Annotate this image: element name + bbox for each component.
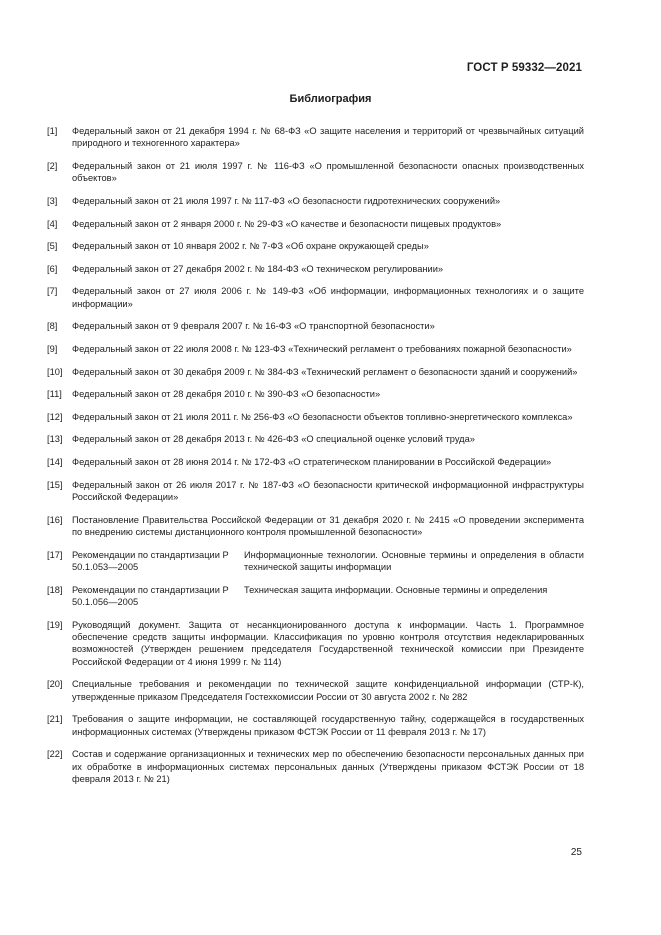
bibliography-item	[47, 218, 584, 230]
item-number: [19]	[47, 619, 63, 630]
item-standard-code: Рекомендации по стандартизации Р 50.1.053—2005	[72, 549, 229, 572]
bibliography-item	[47, 456, 584, 468]
item-text: Требования о защите информации, не составляющей государственную тайну, содержащейся в государственных информационных системах (Утверждены приказом ФСТЭК России от 11 февраля 2013 г. № 17)	[72, 714, 584, 737]
item-number: [16]	[47, 514, 63, 525]
item-number: [21]	[47, 714, 63, 725]
item-text: Постановление Правительства Российской Федерации от 31 декабря 2020 г. № 2415 «О проведении эксперимента по внедрению системы дистанционного контроля промышленной безопасности»	[72, 514, 584, 537]
bibliography-item	[47, 195, 584, 207]
item-number: [20]	[47, 679, 63, 690]
item-text: Состав и содержание организационных и технических мер по обеспечению безопасности персональных данных при их обработке в информационных системах персональных данных (Утверждены приказом ФСТЭК России от 18 февраля 2013 г. № 21)	[72, 749, 584, 785]
item-text: Информационные технологии. Основные термины и определения в области технической защиты информации	[244, 549, 584, 572]
item-text: Федеральный закон от 22 июля 2008 г. № 123-ФЗ «Технический регламент о требованиях пожарной безопасности»	[72, 343, 572, 354]
bibliography-item	[47, 433, 584, 445]
item-number: [15]	[47, 479, 63, 490]
item-number: [3]	[47, 196, 58, 206]
item-number: [6]	[47, 263, 58, 274]
bibliography-item	[47, 125, 584, 150]
bibliography-item	[47, 263, 584, 275]
item-text: Федеральный закон от 21 июля 1997 г. № 116-ФЗ «О промышленной безопасности опасных производственных объектов»	[72, 161, 584, 184]
item-text: Федеральный закон от 27 декабря 2002 г. № 184-ФЗ «О техническом регулировании»	[72, 263, 444, 274]
bibliography-item	[47, 514, 584, 539]
bibliography-item	[47, 343, 584, 355]
item-number: [10]	[47, 366, 63, 377]
bibliography-item	[47, 160, 584, 185]
item-number: [12]	[47, 411, 63, 422]
bibliography-item	[47, 411, 584, 423]
item-number: [17]	[47, 549, 63, 560]
bibliography-item	[47, 320, 584, 332]
bibliography-item	[47, 479, 584, 504]
item-text: Федеральный закон от 21 июля 2011 г. № 256-ФЗ «О безопасности объектов топливно-энергетического комплекса»	[72, 411, 573, 422]
item-number: [4]	[47, 218, 58, 229]
bibliography-item	[47, 549, 584, 574]
item-text: Федеральный закон от 26 июля 2017 г. № 187-ФЗ «О безопасности критической информационной инфраструктуры Российской Федерации»	[72, 479, 584, 502]
bibliography-item	[47, 388, 584, 400]
item-text: Федеральный закон от 28 декабря 2013 г. № 426-ФЗ «О специальной оценке условий труда»	[72, 434, 475, 445]
item-standard-code: Рекомендации по стандартизации Р 50.1.056—2005	[72, 584, 229, 607]
item-text: Техническая защита информации. Основные термины и определения	[244, 584, 548, 595]
bibliography-item	[47, 713, 584, 738]
item-number: [18]	[47, 584, 63, 595]
bibliography-item	[47, 748, 584, 785]
bibliography-list	[47, 125, 584, 796]
item-number: [8]	[47, 321, 58, 332]
item-number: [22]	[47, 749, 63, 760]
item-text: Федеральный закон от 28 июня 2014 г. № 172-ФЗ «О стратегическом планировании в Российской Федерации»	[72, 456, 552, 467]
item-number: [14]	[47, 456, 63, 467]
bibliography-item	[47, 240, 584, 252]
item-text: Федеральный закон от 10 января 2002 г. № 7-ФЗ «Об охране окружающей среды»	[72, 241, 429, 252]
item-text: Руководящий документ. Защита от несанкционированного доступа к информации. Часть 1. Программное обеспечение средств защиты информации. Классификация по уровню контроля отсутствия недекларированных возможностей (Утвержден решением председателя Государственной технической комиссии при Президенте Российской Федерации от 4 июня 1999 г. № 114)	[72, 619, 584, 667]
item-text: Федеральный закон от 28 декабря 2010 г. № 390-ФЗ «О безопасности»	[72, 389, 381, 400]
bibliography-item	[47, 366, 584, 378]
item-number: [11]	[47, 389, 62, 400]
item-number: [7]	[47, 286, 58, 297]
bibliography-item	[47, 584, 584, 609]
item-text: Федеральный закон от 2 января 2000 г. № 29-ФЗ «О качестве и безопасности пищевых продуктов»	[72, 218, 502, 229]
bibliography-item	[47, 678, 584, 703]
item-number: [2]	[47, 161, 58, 171]
item-two-column	[72, 584, 584, 609]
item-text: Федеральный закон от 9 февраля 2007 г. № 16-ФЗ «О транспортной безопасности»	[72, 321, 435, 332]
section-heading: Библиография	[289, 93, 372, 105]
item-text: Федеральный закон от 21 декабря 1994 г. № 68-ФЗ «О защите населения и территорий от чрезвычайных ситуаций природного и техногенного характера»	[72, 126, 584, 149]
bibliography-item	[47, 285, 584, 310]
item-text: Специальные требования и рекомендации по технической защите конфиденциальной информации (СТР-К), утвержденные приказом Председателя Гостехкомиссии России от 30 августа 2002 г. № 282	[72, 679, 584, 702]
item-text: Федеральный закон от 27 июля 2006 г. № 149-ФЗ «Об информации, информационных технологиях и о защите информации»	[72, 286, 584, 309]
item-number: [1]	[47, 126, 58, 136]
item-text: Федеральный закон от 30 декабря 2009 г. № 384-ФЗ «Технический регламент о безопасности зданий и сооружений»	[72, 366, 578, 377]
item-text: Федеральный закон от 21 июля 1997 г. № 117-ФЗ «О безопасности гидротехнических сооружений»	[72, 196, 501, 206]
item-number: [13]	[47, 434, 63, 445]
item-two-column	[72, 549, 584, 574]
item-number: [9]	[47, 343, 58, 354]
bibliography-item	[47, 619, 584, 669]
item-number: [5]	[47, 241, 58, 252]
document-code: ГОСТ Р 59332—2021	[466, 62, 582, 74]
page-number: 25	[570, 847, 582, 858]
